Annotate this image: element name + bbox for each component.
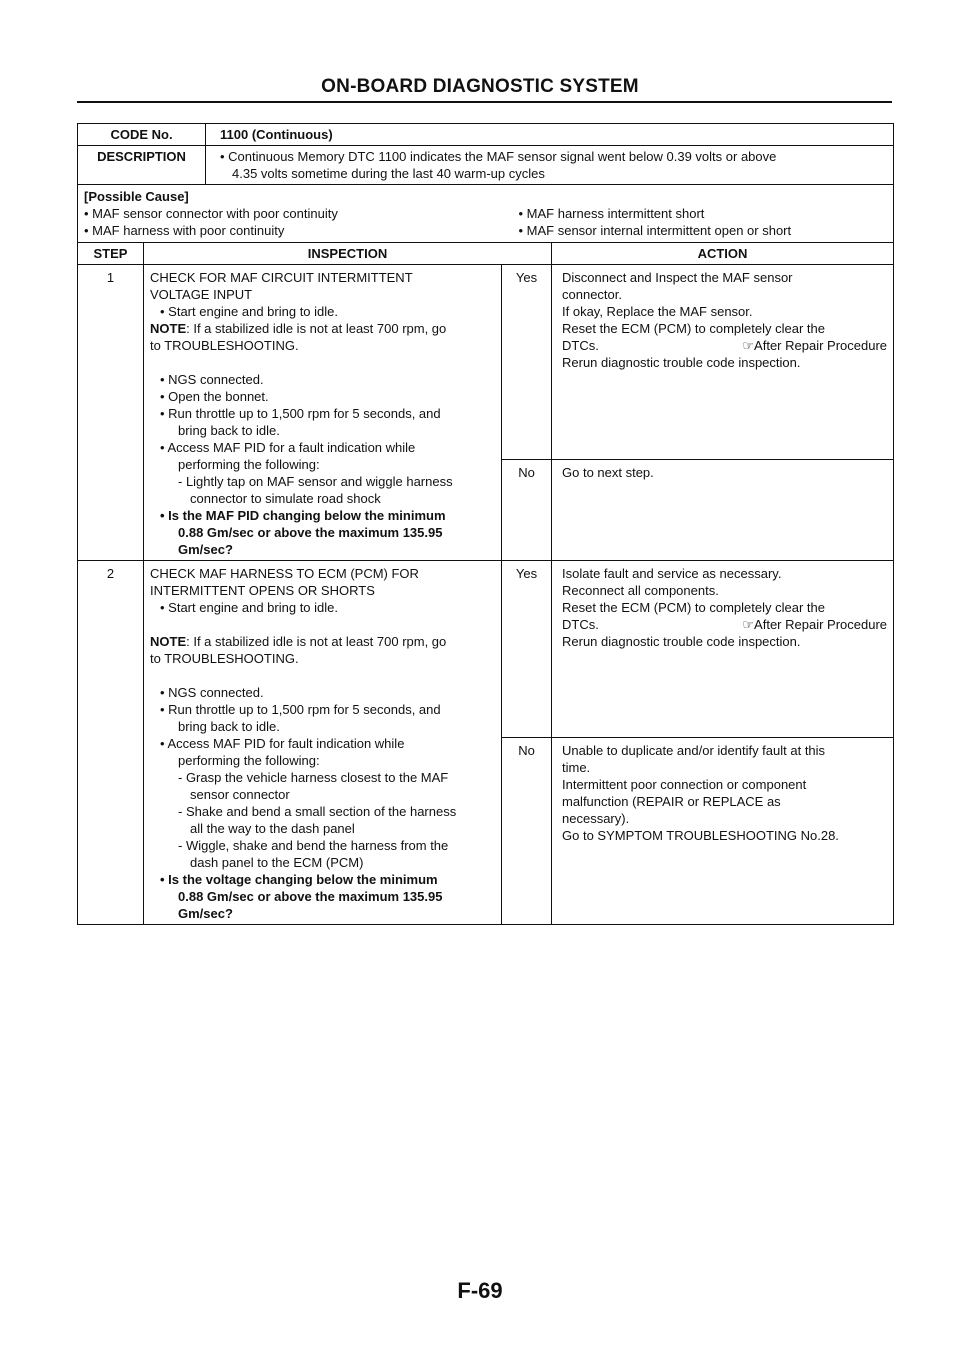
inspection-bullet: performing the following: xyxy=(178,457,320,472)
inspection-bullet: • Run throttle up to 1,500 rpm for 5 seconds, and xyxy=(160,702,441,717)
table-header xyxy=(78,243,893,265)
after-repair-ref: ☞After Repair Procedure xyxy=(742,617,887,632)
cause-item: • MAF harness with poor continuity xyxy=(84,223,285,238)
inspection-note xyxy=(150,320,495,337)
action-line: Unable to duplicate and/or identify fault at this xyxy=(562,743,826,758)
step-number: 2 xyxy=(78,561,144,924)
inspection-bullet: • NGS connected. xyxy=(160,685,264,700)
description-text xyxy=(206,146,893,184)
cause-item: • MAF sensor internal intermittent open or short xyxy=(518,223,792,238)
inspection-note: to TROUBLESHOOTING. xyxy=(150,338,299,353)
possible-cause-left xyxy=(84,205,453,239)
step-number: 1 xyxy=(78,265,144,560)
note-text: : If a stabilized idle is not at least 700 rpm, go xyxy=(186,634,447,649)
description-line: 4.35 volts sometime during the last 40 warm-up cycles xyxy=(232,166,545,181)
inspection-subitem: - Shake and bend a small section of the harness xyxy=(178,804,457,819)
possible-cause-section xyxy=(78,185,893,243)
action-line: connector. xyxy=(562,287,622,302)
no-label: No xyxy=(502,460,552,560)
action-line xyxy=(562,616,887,633)
no-label: No xyxy=(502,738,552,924)
possible-cause-title: [Possible Cause] xyxy=(84,189,189,204)
inspection-bullet: performing the following: xyxy=(178,753,320,768)
action-line: Disconnect and Inspect the MAF sensor xyxy=(562,270,793,285)
action-line: Reconnect all components. xyxy=(562,583,719,598)
action-line: Go to next step. xyxy=(562,465,654,480)
inspection-bullet: • Access MAF PID for a fault indication while xyxy=(160,440,416,455)
cause-item: • MAF harness intermittent short xyxy=(518,206,705,221)
action-line: Rerun diagnostic trouble code inspection. xyxy=(562,355,801,370)
action-line: Isolate fault and service as necessary. xyxy=(562,566,782,581)
no-action xyxy=(552,738,893,924)
action-text: DTCs. xyxy=(562,338,599,353)
header-step: STEP xyxy=(78,243,144,264)
note-text: : If a stabilized idle is not at least 700 rpm, go xyxy=(186,321,447,336)
step-inspection xyxy=(144,561,502,924)
action-line: Rerun diagnostic trouble code inspection. xyxy=(562,634,801,649)
cause-item: • MAF sensor connector with poor continuity xyxy=(84,206,338,221)
description-label: DESCRIPTION xyxy=(78,146,206,184)
inspection-question: Gm/sec? xyxy=(178,906,233,921)
step-row xyxy=(78,265,893,561)
inspection-title: CHECK FOR MAF CIRCUIT INTERMITTENT xyxy=(150,270,413,285)
step-row xyxy=(78,561,893,924)
inspection-question: 0.88 Gm/sec or above the maximum 135.95 xyxy=(178,889,443,904)
inspection-question: • Is the MAF PID changing below the minimum xyxy=(160,508,446,523)
inspection-note xyxy=(150,633,495,650)
inspection-bullet: bring back to idle. xyxy=(178,423,280,438)
yes-branch xyxy=(502,561,893,737)
action-line: Reset the ECM (PCM) to completely clear the xyxy=(562,321,825,336)
description-row xyxy=(78,146,893,185)
inspection-subitem: - Wiggle, shake and bend the harness from the xyxy=(178,838,449,853)
action-line: Reset the ECM (PCM) to completely clear the xyxy=(562,600,825,615)
note-label: NOTE xyxy=(150,321,187,336)
inspection-title: VOLTAGE INPUT xyxy=(150,287,253,302)
inspection-subitem: dash panel to the ECM (PCM) xyxy=(190,855,364,870)
inspection-title: CHECK MAF HARNESS TO ECM (PCM) FOR xyxy=(150,566,419,581)
after-repair-ref: ☞After Repair Procedure xyxy=(742,338,887,353)
page-title: ON-BOARD DIAGNOSTIC SYSTEM xyxy=(321,76,639,97)
code-label: CODE No. xyxy=(78,124,206,145)
inspection-bullet: • Start engine and bring to idle. xyxy=(160,304,339,319)
inspection-question: • Is the voltage changing below the minimum xyxy=(160,872,438,887)
inspection-title: INTERMITTENT OPENS OR SHORTS xyxy=(150,583,375,598)
step-inspection xyxy=(144,265,502,560)
action-line: Go to SYMPTOM TROUBLESHOOTING No.28. xyxy=(562,828,839,843)
yes-action xyxy=(552,265,893,459)
no-branch xyxy=(502,737,893,924)
no-branch xyxy=(502,459,893,560)
inspection-bullet: • Run throttle up to 1,500 rpm for 5 seconds, and xyxy=(160,406,441,421)
yes-label: Yes xyxy=(502,561,552,737)
action-line: Intermittent poor connection or component xyxy=(562,777,807,792)
header-inspection: INSPECTION xyxy=(144,243,552,264)
page-number: F-69 xyxy=(457,1278,503,1303)
action-line: time. xyxy=(562,760,591,775)
code-row xyxy=(78,124,893,146)
no-action xyxy=(552,460,893,560)
inspection-bullet: • Open the bonnet. xyxy=(160,389,269,404)
yes-action xyxy=(552,561,893,737)
yes-branch xyxy=(502,265,893,459)
description-line: • Continuous Memory DTC 1100 indicates the MAF sensor signal went below 0.39 volts or above xyxy=(220,149,777,164)
possible-cause-right xyxy=(453,205,888,239)
inspection-bullet: • Start engine and bring to idle. xyxy=(160,600,339,615)
note-label: NOTE xyxy=(150,634,187,649)
inspection-subitem: - Lightly tap on MAF sensor and wiggle harness xyxy=(178,474,453,489)
action-line: malfunction (REPAIR or REPLACE as xyxy=(562,794,781,809)
inspection-bullet: • NGS connected. xyxy=(160,372,264,387)
header-action: ACTION xyxy=(697,246,748,261)
inspection-bullet: bring back to idle. xyxy=(178,719,280,734)
inspection-question: 0.88 Gm/sec or above the maximum 135.95 xyxy=(178,525,443,540)
header-rule xyxy=(77,101,892,103)
inspection-subitem: sensor connector xyxy=(190,787,290,802)
inspection-note: to TROUBLESHOOTING. xyxy=(150,651,299,666)
code-value: 1100 (Continuous) xyxy=(220,127,333,142)
action-line xyxy=(562,337,887,354)
yes-label: Yes xyxy=(502,265,552,459)
inspection-subitem: all the way to the dash panel xyxy=(190,821,355,836)
inspection-question: Gm/sec? xyxy=(178,542,233,557)
action-line: necessary). xyxy=(562,811,630,826)
action-line: If okay, Replace the MAF sensor. xyxy=(562,304,753,319)
inspection-bullet: • Access MAF PID for fault indication while xyxy=(160,736,405,751)
diagnostic-table xyxy=(77,123,894,925)
action-text: DTCs. xyxy=(562,617,599,632)
inspection-subitem: connector to simulate road shock xyxy=(190,491,381,506)
inspection-subitem: - Grasp the vehicle harness closest to the MAF xyxy=(178,770,449,785)
